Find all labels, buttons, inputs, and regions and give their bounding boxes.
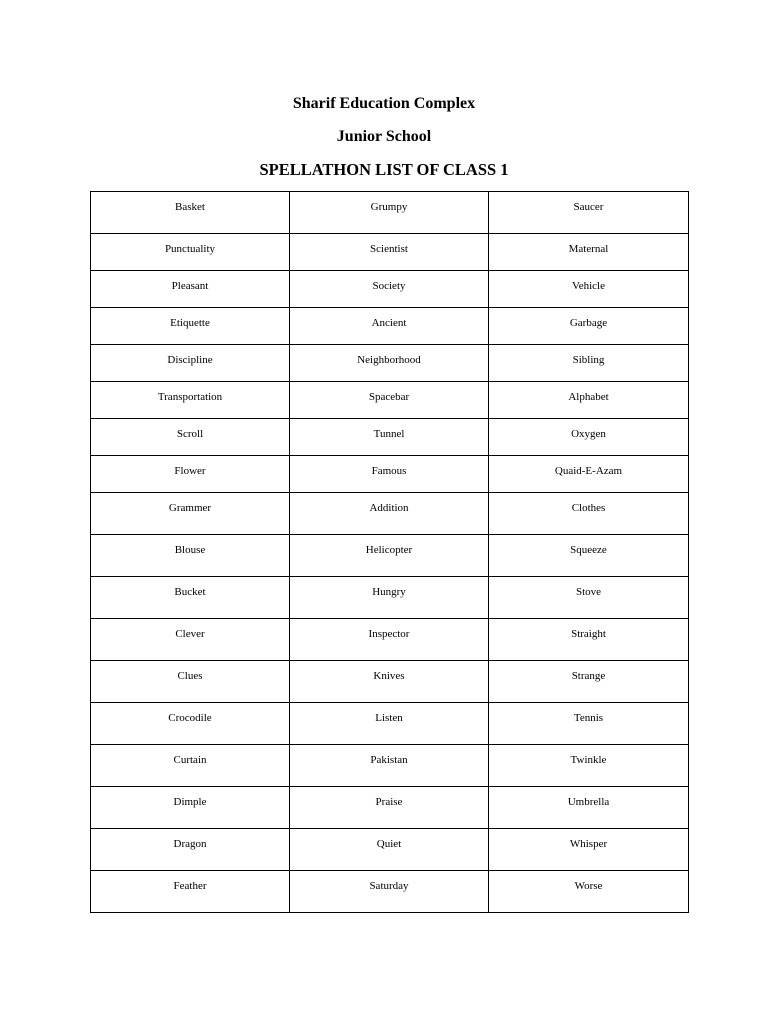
word-cell: Basket (91, 192, 290, 234)
word-cell: Spacebar (290, 382, 489, 419)
word-cell: Transportation (91, 382, 290, 419)
table-row (91, 382, 689, 419)
word-cell: Flower (91, 456, 290, 493)
word-cell: Scientist (290, 234, 489, 271)
spelling-word-table (90, 191, 689, 913)
word-cell: Quiet (290, 829, 489, 871)
table-row (91, 419, 689, 456)
word-cell: Dragon (91, 829, 290, 871)
word-cell: Twinkle (489, 745, 689, 787)
word-cell: Praise (290, 787, 489, 829)
table-row (91, 703, 689, 745)
word-cell: Neighborhood (290, 345, 489, 382)
word-cell: Punctuality (91, 234, 290, 271)
word-cell: Listen (290, 703, 489, 745)
word-cell: Bucket (91, 577, 290, 619)
table-row (91, 271, 689, 308)
word-cell: Garbage (489, 308, 689, 345)
word-cell: Crocodile (91, 703, 290, 745)
word-cell: Clues (91, 661, 290, 703)
word-cell: Stove (489, 577, 689, 619)
table-row (91, 345, 689, 382)
table-row (91, 577, 689, 619)
word-cell: Squeeze (489, 535, 689, 577)
word-cell: Alphabet (489, 382, 689, 419)
table-row (91, 619, 689, 661)
word-cell: Knives (290, 661, 489, 703)
word-cell: Worse (489, 871, 689, 913)
table-row (91, 493, 689, 535)
word-cell: Strange (489, 661, 689, 703)
word-cell: Dimple (91, 787, 290, 829)
word-cell: Grumpy (290, 192, 489, 234)
word-cell: Pakistan (290, 745, 489, 787)
table-row (91, 234, 689, 271)
table-row (91, 787, 689, 829)
word-cell: Discipline (91, 345, 290, 382)
list-title: SPELLATHON LIST OF CLASS 1 (259, 160, 509, 179)
table-row (91, 192, 689, 234)
word-cell: Umbrella (489, 787, 689, 829)
word-cell: Oxygen (489, 419, 689, 456)
word-cell: Clothes (489, 493, 689, 535)
word-cell: Ancient (290, 308, 489, 345)
word-cell: Tennis (489, 703, 689, 745)
table-row (91, 456, 689, 493)
school-name: Sharif Education Complex (292, 95, 476, 112)
word-cell: Vehicle (489, 271, 689, 308)
word-cell: Feather (91, 871, 290, 913)
table-row (91, 535, 689, 577)
section-name: Junior School (336, 128, 432, 145)
word-cell: Clever (91, 619, 290, 661)
word-cell: Curtain (91, 745, 290, 787)
word-cell: Addition (290, 493, 489, 535)
word-cell: Maternal (489, 234, 689, 271)
word-cell: Famous (290, 456, 489, 493)
word-cell: Sibling (489, 345, 689, 382)
table-row (91, 745, 689, 787)
word-cell: Inspector (290, 619, 489, 661)
table-row (91, 308, 689, 345)
word-cell: Straight (489, 619, 689, 661)
word-cell: Saucer (489, 192, 689, 234)
word-cell: Hungry (290, 577, 489, 619)
word-cell: Grammer (91, 493, 290, 535)
word-cell: Helicopter (290, 535, 489, 577)
word-cell: Saturday (290, 871, 489, 913)
word-cell: Tunnel (290, 419, 489, 456)
table-row (91, 871, 689, 913)
word-cell: Etiquette (91, 308, 290, 345)
word-cell: Society (290, 271, 489, 308)
word-cell: Pleasant (91, 271, 290, 308)
word-cell: Whisper (489, 829, 689, 871)
word-cell: Blouse (91, 535, 290, 577)
table-row (91, 661, 689, 703)
word-cell: Scroll (91, 419, 290, 456)
word-cell: Quaid-E-Azam (489, 456, 689, 493)
table-row (91, 829, 689, 871)
